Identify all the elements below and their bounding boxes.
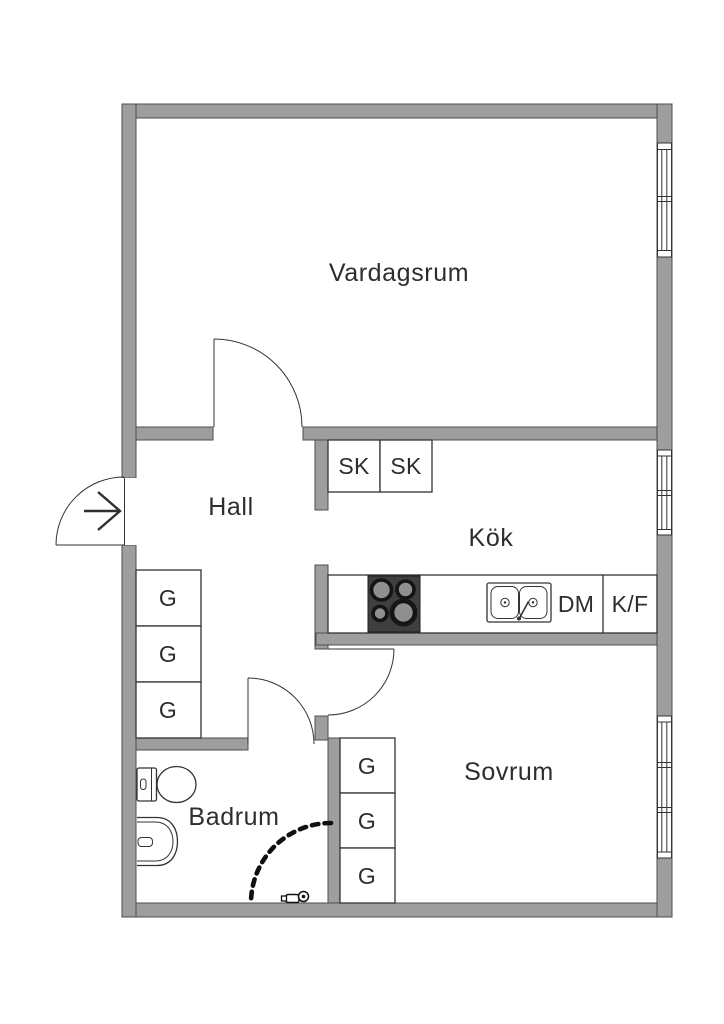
door-bathroom <box>248 678 314 744</box>
window-icon-kitchen <box>658 450 672 535</box>
kitchen-sink-icon <box>487 583 551 622</box>
closet-label-sk: SK <box>390 453 422 479</box>
closet-label-g: G <box>158 641 178 667</box>
wall-left-upper <box>122 104 136 478</box>
burner <box>372 580 392 600</box>
washbasin-icon <box>137 818 178 866</box>
wall-livingroom-kitchen <box>303 427 657 440</box>
wall-door-pier <box>315 716 328 740</box>
fridge-freezer-label: K/F <box>611 591 649 617</box>
shower-mixer-icon <box>282 892 309 903</box>
sink-faucet-base <box>517 617 521 621</box>
room-label-hall: Hall <box>208 493 254 521</box>
toilet-icon <box>137 767 196 803</box>
sink-drain-dot <box>532 601 534 603</box>
wall-hall-kitchen-upper <box>315 440 328 510</box>
sink-drain-dot <box>504 601 506 603</box>
closet-label-g: G <box>357 808 377 834</box>
stove-icon <box>368 576 420 632</box>
room-label-bedroom: Sovrum <box>464 758 554 786</box>
sk-closets <box>328 440 432 492</box>
closet-label-g: G <box>357 753 377 779</box>
dishwasher-label: DM <box>557 591 595 617</box>
room-label-livingroom: Vardagsrum <box>328 259 470 287</box>
door-swing-icon <box>328 649 394 715</box>
mixer-spout <box>282 896 287 901</box>
door-bedroom <box>328 649 394 715</box>
wall-left-lower <box>122 545 136 917</box>
wall-bottom <box>122 903 672 917</box>
shower-curtain-icon <box>251 823 331 903</box>
door-swing-icon <box>248 678 314 744</box>
window-icon-livingroom <box>658 143 672 257</box>
room-label-kitchen: Kök <box>468 524 514 552</box>
shower <box>251 823 331 903</box>
wall-bathroom-bedroom <box>328 738 340 903</box>
window-icon-bedroom <box>658 716 672 858</box>
entry-opening <box>121 478 137 545</box>
room-label-bathroom: Badrum <box>188 803 280 831</box>
closet-label-g: G <box>158 585 178 611</box>
wall-livingroom-hall <box>136 427 213 440</box>
closet-label-g: G <box>357 863 377 889</box>
window-frame <box>658 716 672 858</box>
wall-kitchen-bedroom <box>316 633 657 645</box>
mixer-body <box>286 895 299 903</box>
burner <box>397 581 414 598</box>
toilet-bowl <box>157 767 196 803</box>
burner <box>373 607 387 621</box>
hall-closets <box>136 570 201 738</box>
closet-label-sk: SK <box>338 453 370 479</box>
bedroom-closets <box>340 738 395 903</box>
kitchen-counter <box>328 575 657 633</box>
closet-label-g: G <box>158 697 178 723</box>
toilet-tank <box>137 768 157 801</box>
wall-top <box>122 104 672 118</box>
window-frame <box>658 143 672 257</box>
entry-door <box>56 477 137 545</box>
washbasin-tap <box>138 838 153 847</box>
exterior-walls <box>122 104 672 917</box>
burner <box>393 602 415 624</box>
door-livingroom <box>214 339 302 427</box>
wall-bathroom-top <box>136 738 248 750</box>
door-swing-icon <box>214 339 302 427</box>
entry-arrow-icon <box>84 492 120 530</box>
window-frame <box>658 450 672 535</box>
mixer-knob-dot <box>302 895 306 899</box>
